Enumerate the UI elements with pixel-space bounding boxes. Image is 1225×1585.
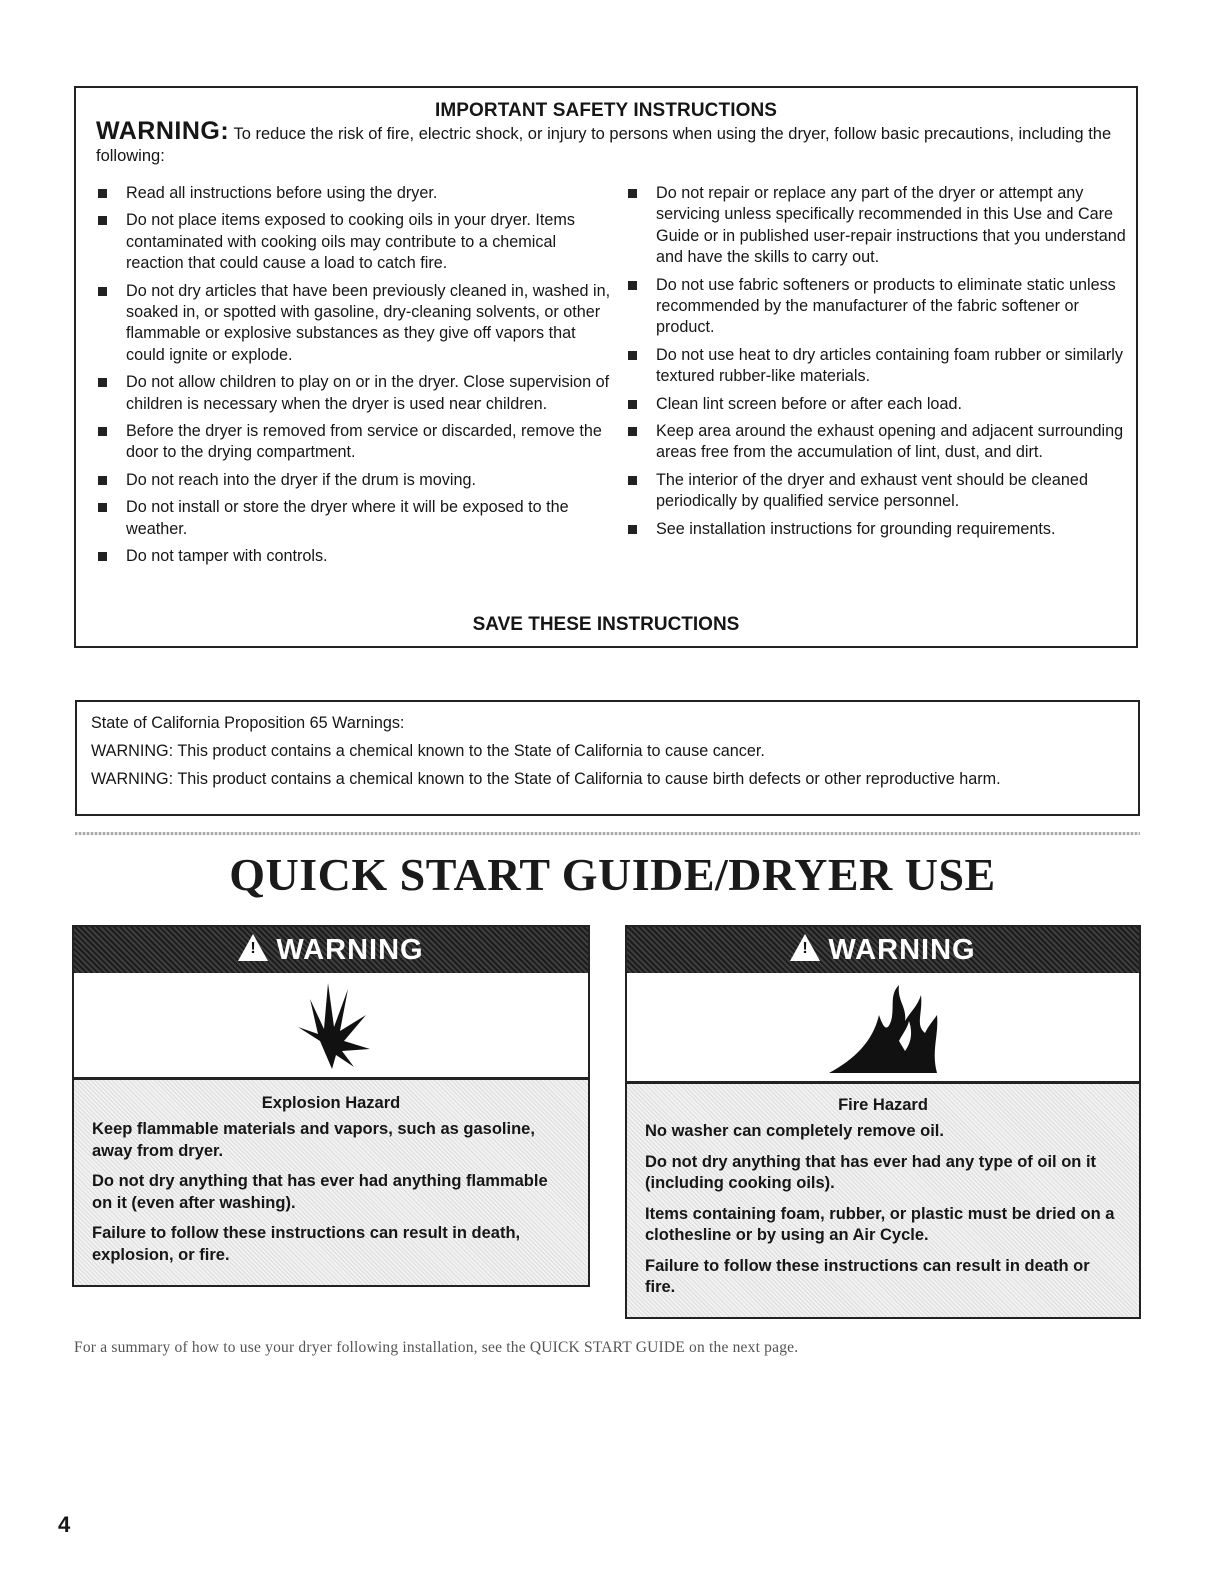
list-item: Do not install or store the dryer where it will be exposed to the weather.: [92, 497, 612, 540]
bullet-square-icon: [628, 189, 637, 198]
hazard-line: Failure to follow these instructions can result in death, explosion, or fire.: [92, 1224, 521, 1264]
bullet-square-icon: [98, 476, 107, 485]
warning-text: To reduce the risk of fire, electric shock, or injury to persons when using the dryer, follow basic precautions, including the following:: [96, 125, 1112, 165]
bullet-square-icon: [98, 189, 107, 198]
list-item: Do not place items exposed to cooking oils in your dryer. Items contaminated with cooking oils may contribute to a chemical reaction that could cause a load to catch fire.: [92, 210, 612, 274]
warning-triangle-icon: !: [790, 934, 820, 961]
safety-title: IMPORTANT SAFETY INSTRUCTIONS: [434, 100, 778, 121]
hazard-line: No washer can completely remove oil.: [645, 1122, 944, 1140]
list-item: Do not dry articles that have been previously cleaned in, washed in, soaked in, or spotted with gasoline, dry-cleaning solvents, or other flammable or explosive substances as they give off vapors that could ignite or explode.: [92, 281, 612, 367]
list-item: Read all instructions before using the dryer.: [92, 183, 612, 204]
list-item: Do not use fabric softeners or products to eliminate static unless recommended by the manufacturer of the fabric softener or product.: [622, 275, 1132, 339]
fire-icon: [825, 981, 945, 1075]
list-item: Do not tamper with controls.: [92, 546, 612, 567]
footer-note: For a summary of how to use your dryer following installation, see the QUICK START GUIDE on the next page.: [74, 1339, 799, 1356]
hazard-line: Keep flammable materials and vapors, such as gasoline, away from dryer.: [92, 1120, 535, 1160]
right-instructions-column: [622, 183, 1132, 546]
prop65-box: [75, 700, 1140, 816]
fire-warning-panel: [625, 925, 1141, 1319]
prop65-cancer-warning: WARNING: This product contains a chemical known to the State of California to cause cancer.: [91, 742, 765, 760]
hazard-title: Fire Hazard: [838, 1096, 928, 1114]
left-instructions-column: [92, 183, 612, 574]
hazard-text-area: [74, 1080, 588, 1285]
bullet-square-icon: [628, 525, 637, 534]
safety-instructions-box: [74, 86, 1138, 648]
explosion-icon: [292, 979, 372, 1071]
hazard-icon-area: [627, 973, 1139, 1081]
list-item: Clean lint screen before or after each load.: [622, 394, 1132, 415]
list-item: Do not repair or replace any part of the dryer or attempt any servicing unless specifically recommended in this Use and Care Guide or in published user-repair instructions that you understand and have the skills to carry out.: [622, 183, 1132, 269]
page-title: QUICK START GUIDE/DRYER USE: [229, 849, 996, 900]
prop65-birth-defects-warning: WARNING: This product contains a chemical known to the State of California to cause birth defects or other reproductive harm.: [91, 770, 1001, 788]
warning-header: ! WARNING: [74, 927, 588, 973]
prop65-heading: State of California Proposition 65 Warnings:: [91, 714, 405, 732]
bullet-square-icon: [628, 281, 637, 290]
hazard-title: Explosion Hazard: [261, 1094, 401, 1112]
bullet-square-icon: [98, 216, 107, 225]
bullet-square-icon: [628, 476, 637, 485]
hazard-line: Items containing foam, rubber, or plastic must be dried on a clothesline or by using an Air Cycle.: [645, 1204, 1115, 1244]
save-instructions-title: SAVE THESE INSTRUCTIONS: [472, 614, 740, 635]
list-item: Do not allow children to play on or in the dryer. Close supervision of children is necessary when the dryer is used near children.: [92, 372, 612, 415]
list-item: Do not reach into the dryer if the drum is moving.: [92, 470, 612, 491]
hazard-icon-area: [74, 973, 588, 1077]
bullet-square-icon: [628, 400, 637, 409]
warning-word: WARNING:: [96, 117, 230, 145]
hazard-line: Do not dry anything that has ever had anything flammable on it (even after washing).: [92, 1172, 548, 1212]
list-item: Do not use heat to dry articles containing foam rubber or similarly textured rubber-like materials.: [622, 345, 1132, 388]
explosion-warning-panel: [72, 925, 590, 1287]
section-divider: [75, 832, 1140, 835]
bullet-square-icon: [98, 552, 107, 561]
hazard-line: Do not dry anything that has ever had any type of oil on it (including cooking oils).: [645, 1152, 1097, 1192]
bullet-square-icon: [98, 378, 107, 387]
bullet-square-icon: [628, 427, 637, 436]
hazard-line: Failure to follow these instructions can result in death or fire.: [645, 1256, 1090, 1296]
warning-header: ! WARNING: [627, 927, 1139, 973]
bullet-square-icon: [98, 427, 107, 436]
bullet-square-icon: [628, 351, 637, 360]
page-number: 4: [58, 1512, 71, 1537]
bullet-square-icon: [98, 287, 107, 296]
warning-triangle-icon: !: [238, 934, 268, 961]
list-item: See installation instructions for grounding requirements.: [622, 519, 1132, 540]
list-item: The interior of the dryer and exhaust vent should be cleaned periodically by qualified service personnel.: [622, 470, 1132, 513]
hazard-text-area: [627, 1084, 1139, 1317]
list-item: Keep area around the exhaust opening and adjacent surrounding areas free from the accumulation of lint, dust, and dirt.: [622, 421, 1132, 464]
bullet-square-icon: [98, 503, 107, 512]
warning-intro: [96, 117, 1126, 167]
list-item: Before the dryer is removed from service or discarded, remove the door to the drying compartment.: [92, 421, 612, 464]
